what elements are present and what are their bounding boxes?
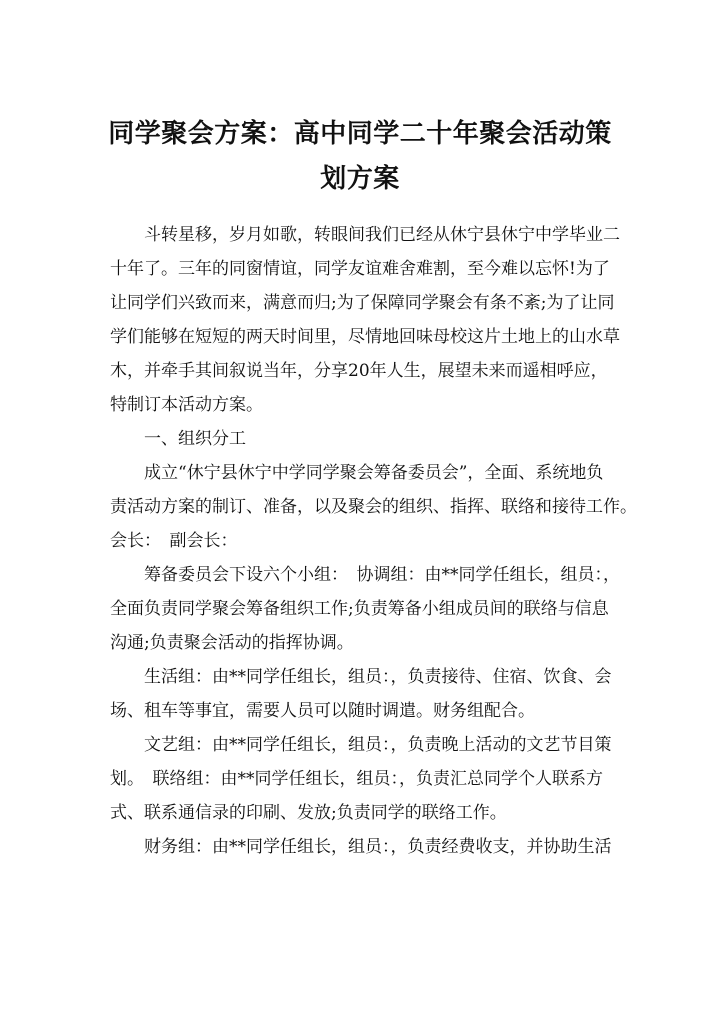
body-line: 十年了。三年的同窗情谊，同学友谊难舍难割，至今难以忘怀!为了 bbox=[110, 259, 610, 279]
body-line: 生活组：由**同学任组长，组员：，负责接待、住宿、饮食、会 bbox=[144, 667, 612, 687]
body-line: 斗转星移，岁月如歌，转眼间我们已经从休宁县休宁中学毕业二 bbox=[144, 225, 620, 245]
title-line: 同学聚会方案：高中同学二十年聚会活动策 bbox=[108, 119, 612, 149]
body-line: 划。 联络组：由**同学任组长，组员：，负责汇总同学个人联系方 bbox=[110, 769, 603, 789]
body-line: 财务组：由**同学任组长，组员：，负责经费收支，并协助生活 bbox=[144, 837, 612, 857]
body-line: 全面负责同学聚会筹备组织工作;负责筹备小组成员间的联络与信息 bbox=[110, 599, 609, 619]
body-line: 让同学们兴致而来，满意而归;为了保障同学聚会有条不紊;为了让同 bbox=[110, 293, 615, 313]
body-line: 特制订本活动方案。 bbox=[110, 395, 263, 415]
body-line: 会长： 副会长： bbox=[110, 531, 238, 551]
body-line: 成立“休宁县休宁中学同学聚会筹备委员会”，全面、系统地负 bbox=[144, 463, 604, 483]
body-line: 式、联系通信录的印刷、发放;负责同学的联络工作。 bbox=[110, 803, 507, 823]
title-line: 划方案 bbox=[320, 164, 400, 194]
document-body bbox=[110, 218, 637, 864]
body-line: 木，并牵手其间叙说当年，分享20年人生，展望未来而遥相呼应， bbox=[110, 361, 608, 381]
body-line: 学们能够在短短的两天时间里，尽情地回味母校这片土地上的山水草 bbox=[110, 327, 620, 347]
body-line: 责活动方案的制订、准备，以及聚会的组织、指挥、联络和接待工作。 bbox=[110, 497, 637, 517]
body-line: 场、租车等事宜，需要人员可以随时调遣。财务组配合。 bbox=[110, 701, 535, 721]
body-line: 筹备委员会下设六个小组： 协调组：由**同学任组长，组员：， bbox=[144, 565, 620, 585]
body-line: 文艺组：由**同学任组长，组员：，负责晚上活动的文艺节目策 bbox=[144, 735, 612, 755]
document-title bbox=[100, 112, 620, 202]
section-heading: 一、组织分工 bbox=[144, 429, 246, 449]
body-line: 沟通;负责聚会活动的指挥协调。 bbox=[110, 633, 354, 653]
